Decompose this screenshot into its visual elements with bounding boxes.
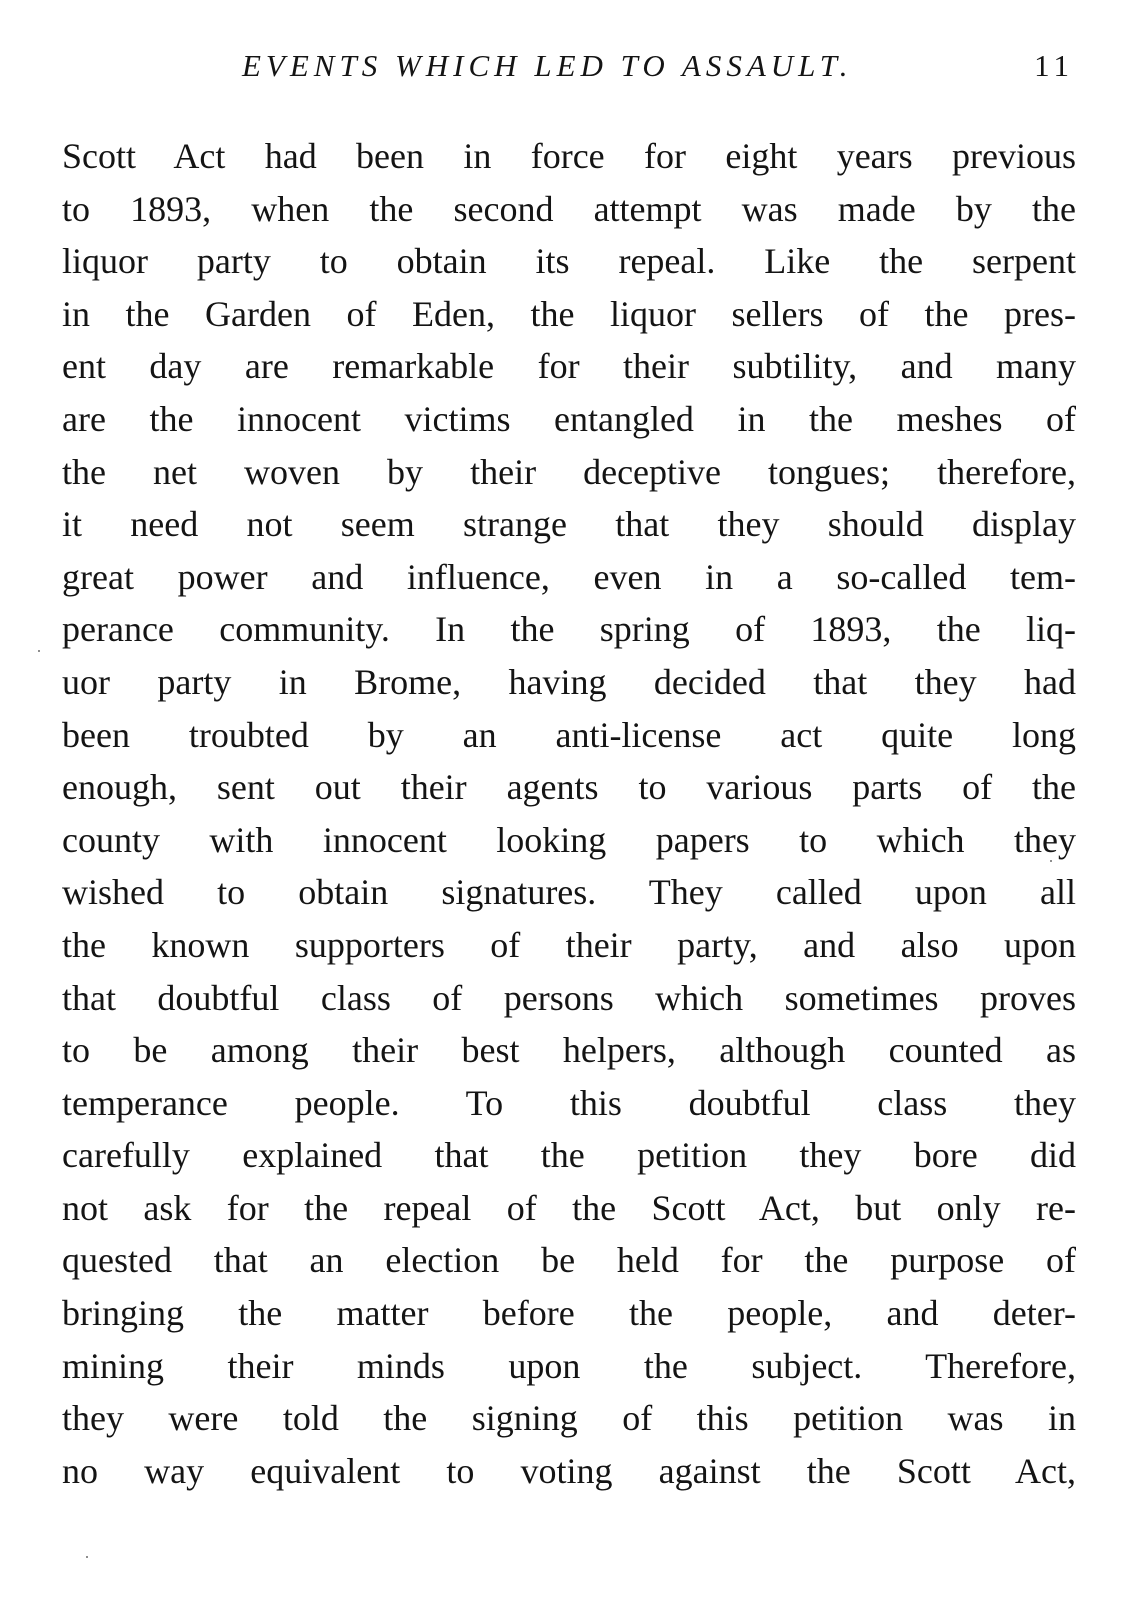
text-line: perance community. In the spring of 1893, the liq- bbox=[62, 609, 1076, 650]
page-number: 11 bbox=[1034, 48, 1074, 83]
paper-speck bbox=[86, 1556, 88, 1558]
text-line: uor party in Brome, having decided that they had bbox=[62, 661, 1076, 702]
text-line: enough, sent out their agents to various parts of the bbox=[62, 767, 1076, 808]
text-line: carefully explained that the petition they bore did bbox=[62, 1135, 1076, 1176]
text-line: been troubted by an anti-license act quite long bbox=[62, 714, 1076, 755]
text-line: that doubtful class of persons which sometimes proves bbox=[62, 977, 1076, 1018]
text-line: ent day are remarkable for their subtility, and many bbox=[62, 346, 1076, 387]
text-line: the net woven by their deceptive tongues; therefore, bbox=[62, 451, 1076, 492]
text-line: the known supporters of their party, and also upon bbox=[62, 924, 1076, 965]
text-line: to 1893, when the second attempt was made by the bbox=[62, 188, 1076, 229]
text-line: they were told the signing of this petition was in bbox=[62, 1398, 1076, 1439]
text-line: bringing the matter before the people, and deter- bbox=[62, 1293, 1076, 1334]
text-line: no way equivalent to voting against the Scott Act, bbox=[62, 1450, 1076, 1491]
text-line: are the innocent victims entangled in the meshes of bbox=[62, 398, 1076, 439]
text-line: temperance people. To this doubtful class they bbox=[62, 1082, 1076, 1123]
text-line: Scott Act had been in force for eight years previous bbox=[62, 136, 1076, 176]
text-line: it need not seem strange that they should display bbox=[62, 504, 1076, 545]
text-line: county with innocent looking papers to which they bbox=[62, 819, 1076, 860]
text-line: mining their minds upon the subject. Therefore, bbox=[62, 1345, 1076, 1386]
text-line: not ask for the repeal of the Scott Act, but only re- bbox=[62, 1187, 1076, 1228]
text-line: great power and influence, even in a so-called tem- bbox=[62, 556, 1076, 597]
paper-speck bbox=[1050, 860, 1052, 862]
paper-speck bbox=[38, 650, 40, 652]
running-head bbox=[62, 46, 1074, 96]
text-line: in the Garden of Eden, the liquor sellers of the pres- bbox=[62, 293, 1076, 334]
running-title: EVENTS WHICH LED TO ASSAULT. bbox=[242, 48, 853, 83]
text-line: liquor party to obtain its repeal. Like the serpent bbox=[62, 241, 1076, 282]
text-line: wished to obtain signatures. They called upon all bbox=[62, 872, 1076, 913]
text-line: to be among their best helpers, although counted as bbox=[62, 1030, 1076, 1071]
body-text bbox=[62, 130, 1076, 1497]
text-line: quested that an election be held for the purpose of bbox=[62, 1240, 1076, 1281]
